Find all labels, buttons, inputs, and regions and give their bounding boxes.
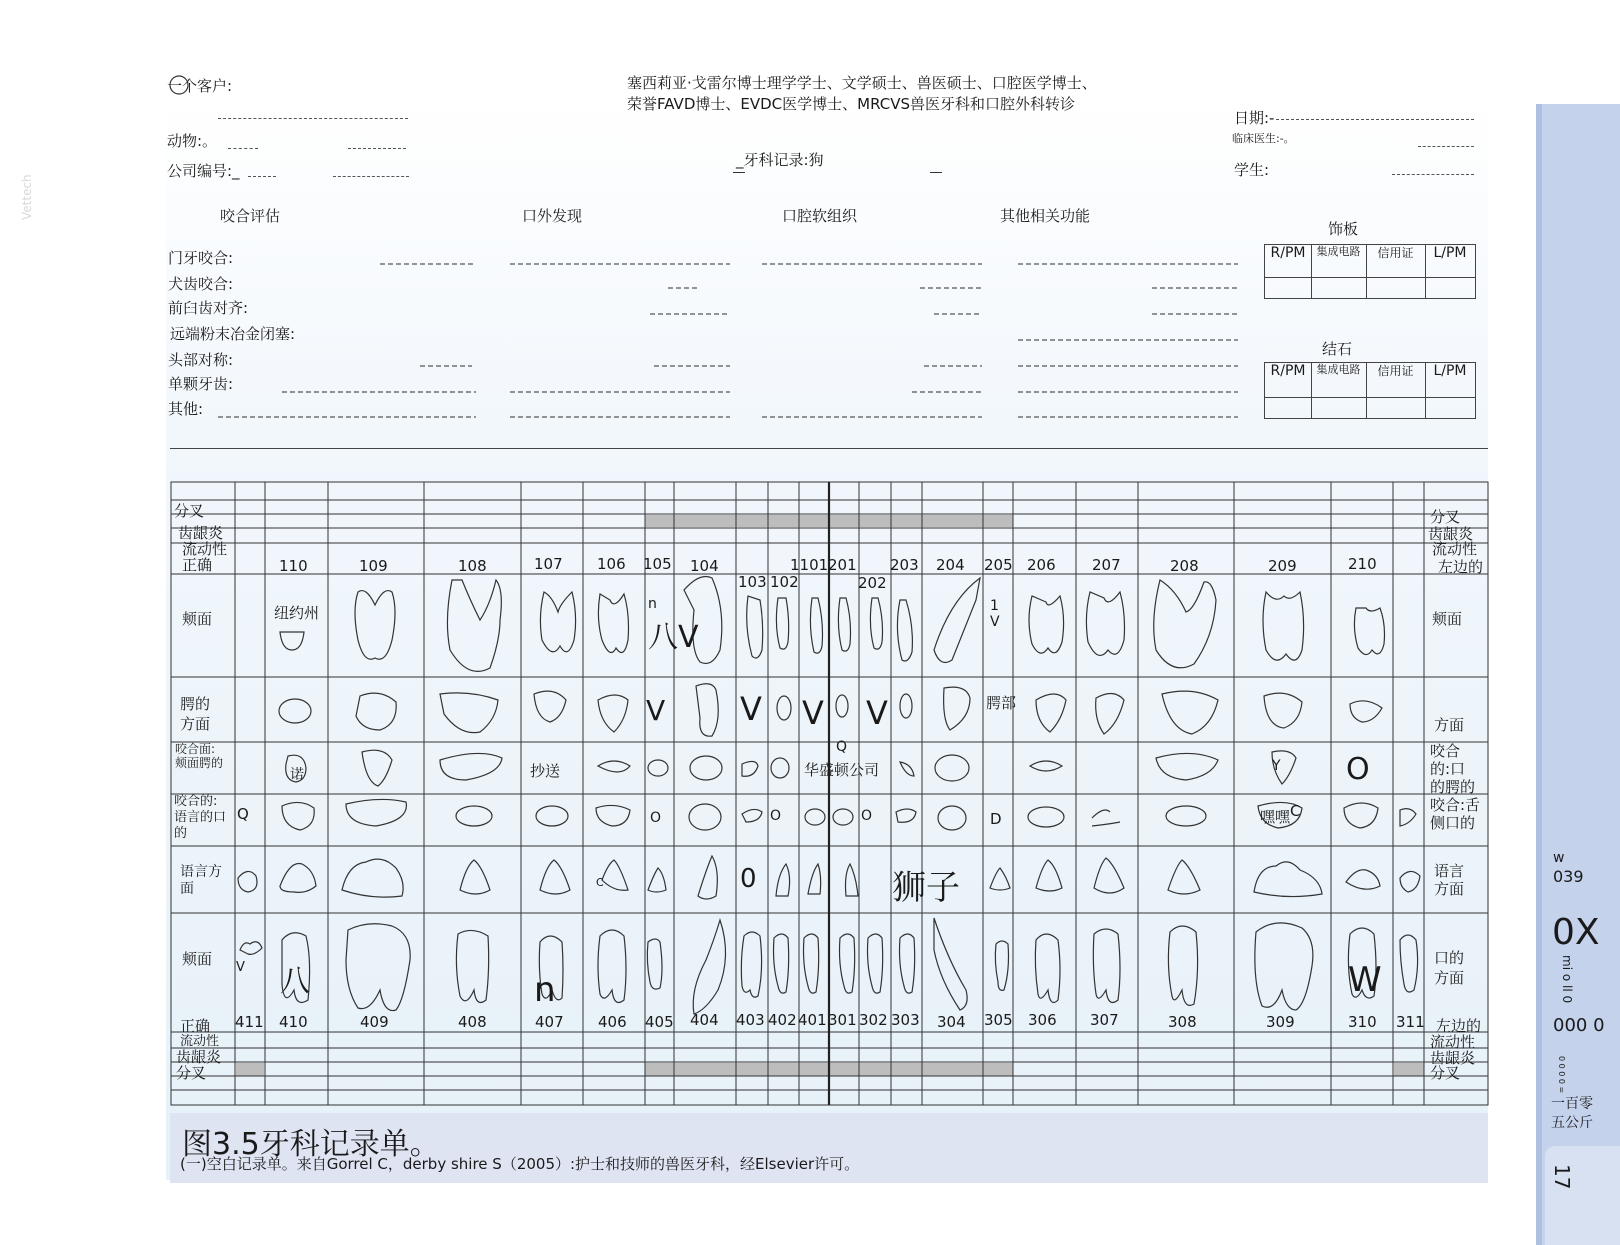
tooth-number[interactable]: 107	[534, 555, 563, 573]
tooth-number[interactable]: 302	[859, 1011, 888, 1029]
student-label: 学生:	[1234, 161, 1270, 179]
tooth-number[interactable]: 210	[1348, 555, 1377, 573]
tooth-number[interactable]: 105	[643, 555, 672, 573]
sidebar-w: w	[1553, 850, 1565, 866]
tooth-number[interactable]: 309	[1266, 1013, 1295, 1031]
lower-left-mobility-label: 流动性	[180, 1034, 220, 1049]
sidebar-number: 039	[1553, 867, 1584, 886]
calculus-col-lc: 信用证	[1377, 364, 1414, 378]
page-number: 17	[1550, 1164, 1574, 1190]
occlusion-row-premolar: 前臼齿对齐:	[168, 299, 249, 317]
tooth-number[interactable]: 201	[828, 556, 857, 574]
tooth-number[interactable]: 411	[235, 1013, 264, 1031]
overlay-o: O	[650, 810, 662, 826]
row-left-buccal-upper: 颊面	[182, 610, 213, 628]
tooth-number[interactable]: 310	[1348, 1013, 1377, 1031]
overlay-one: 1	[990, 598, 999, 614]
overlay-lion: 狮子	[892, 868, 960, 908]
tooth-number[interactable]: 206	[1027, 556, 1056, 574]
author-line-2: 荣誉FAVD博士、EVDC医学博士、MRCVS兽医牙科和口腔外科转诊	[627, 95, 1076, 113]
tooth-number[interactable]: 103	[738, 573, 767, 591]
lower-left-right-label: 正确	[180, 1017, 211, 1035]
tooth-number[interactable]: 410	[279, 1013, 308, 1031]
overlay-v: V	[802, 694, 824, 732]
tooth-number[interactable]: 305	[984, 1011, 1013, 1029]
tooth-number[interactable]: 402	[768, 1011, 797, 1029]
tooth-number[interactable]: 304	[937, 1013, 966, 1031]
tooth-number[interactable]: 303	[891, 1011, 920, 1029]
overlay-zero: 0	[740, 864, 757, 894]
occlusion-row-single-tooth: 单颗牙齿:	[168, 375, 234, 393]
tooth-number[interactable]: 405	[645, 1013, 674, 1031]
row-right-buccal-upper: 颊面	[1432, 610, 1463, 628]
occlusion-row-head: 头部对称:	[168, 351, 234, 369]
calculus-col-ic: 集成电路	[1316, 363, 1361, 376]
row-right-lingual: 语言方面	[1434, 862, 1465, 898]
tooth-number[interactable]: 204	[936, 556, 965, 574]
lower-left-furcation-label: 分叉	[176, 1064, 207, 1082]
company-label: 公司编号:_	[167, 162, 240, 180]
tooth-number[interactable]: 409	[360, 1013, 389, 1031]
caption-text: (一)空白记录单。来自Gorrel C，derby shire S（2005）:护士和技师的兽医牙科，经Elsevier许可。	[180, 1155, 860, 1173]
overlay-n-big: n	[534, 970, 556, 1010]
section-soft-tissue: 口腔软组织	[782, 207, 858, 225]
tooth-number[interactable]: 205	[984, 556, 1013, 574]
lower-right-furcation-label: 分叉	[1430, 1064, 1461, 1082]
section-occlusion: 咬合评估	[220, 207, 281, 225]
upper-right-gingivitis-label: 齿龈炎	[1428, 525, 1474, 543]
tooth-number[interactable]: 106	[597, 555, 626, 573]
sidebar-ox: 0X	[1552, 912, 1600, 953]
plaque-col-lpm: L/PM	[1433, 245, 1467, 261]
right-sidebar	[1536, 104, 1620, 1245]
tooth-number[interactable]: 108	[458, 557, 487, 575]
tooth-number[interactable]: 102	[770, 573, 799, 591]
overlay-v: V	[646, 694, 666, 727]
upper-left-right-label: 正确	[182, 556, 213, 574]
clinician-label: 临床医生:-。	[1232, 132, 1295, 145]
overlay-c-small: C	[596, 876, 604, 889]
overlay-d: D	[990, 810, 1002, 828]
overlay-c: C	[1290, 802, 1301, 820]
section-extraoral: 口外发现	[522, 207, 583, 225]
tooth-number[interactable]: 202	[858, 574, 887, 592]
row-left-palatal: 腭的方面	[180, 695, 211, 733]
tooth-number[interactable]: 109	[359, 557, 388, 575]
overlay-q-lower: Q	[237, 805, 249, 823]
lower-left-gingivitis-label: 齿龈炎	[176, 1048, 222, 1066]
row-right-occlusal-upper: 咬合的:口的腭的	[1430, 742, 1476, 796]
tooth-number[interactable]: 104	[690, 557, 719, 575]
tooth-number[interactable]: 406	[598, 1013, 627, 1031]
overlay-v-lower: V	[236, 960, 245, 975]
lower-right-gingivitis-label: 齿龈炎	[1430, 1049, 1476, 1067]
upper-right-furcation-label: 分叉	[1430, 508, 1461, 526]
occlusion-row-other: 其他:	[168, 400, 204, 418]
overlay-nuo: 诺	[290, 767, 304, 783]
plaque-col-lc: 信用证	[1377, 246, 1414, 260]
tooth-number[interactable]: 1101	[790, 556, 829, 574]
tooth-number[interactable]: 307	[1090, 1011, 1119, 1029]
row-right-occlusal-lower: 咬合:舌侧口的	[1430, 796, 1481, 832]
sidebar-zeros: 000 0	[1553, 1015, 1605, 1036]
row-left-occlusal-lower: 咬合的:语言的口的	[174, 794, 227, 841]
tooth-number[interactable]: 110	[279, 557, 308, 575]
overlay-v: V	[866, 694, 888, 732]
animal-label: 动物:。	[167, 132, 218, 150]
row-right-buccal-lower: 口的方面	[1434, 949, 1465, 987]
upper-right-mobility-label: 流动性	[1432, 540, 1478, 558]
overlay-n-small: n	[648, 596, 657, 612]
plaque-title: 饰板	[1328, 220, 1359, 238]
upper-left-gingivitis-label: 齿龈炎	[178, 524, 224, 542]
overlay-o: O	[770, 808, 782, 824]
tooth-number[interactable]: 301	[828, 1011, 857, 1029]
lower-right-mobility-label: 流动性	[1430, 1033, 1476, 1051]
tooth-number[interactable]: 208	[1170, 557, 1199, 575]
overlay-washington: 华盛顿公司	[804, 761, 880, 779]
figure-caption	[170, 1113, 1488, 1183]
overlay-v: V	[740, 690, 762, 728]
overlay-heihei: 嘿嘿	[1260, 808, 1291, 826]
overlay-o: O	[861, 808, 873, 824]
tooth-number[interactable]: 407	[535, 1013, 564, 1031]
author-line-1: 塞西莉亚·戈雷尔博士理学学士、文学硕士、兽医硕士、口腔医学博士、	[627, 74, 1097, 92]
tooth-number[interactable]: 403	[736, 1011, 765, 1029]
tooth-number[interactable]: 311	[1396, 1013, 1425, 1031]
overlay-palatal-part: 腭部	[986, 694, 1017, 712]
upper-left-furcation-label: 分叉	[174, 502, 205, 520]
occlusion-row-distal: 远端粉末冶金闭塞:	[170, 325, 296, 343]
sidebar-weight1: 一百零	[1551, 1096, 1593, 1112]
section-other: 其他相关功能	[1000, 207, 1091, 225]
calculus-title: 结石	[1322, 340, 1353, 358]
overlay-chaosong: 抄送	[530, 762, 561, 780]
overlay-ny: 纽约州	[274, 604, 320, 622]
occlusion-row-incisor: 门牙咬合:	[168, 249, 234, 267]
overlay-q: Q	[836, 739, 848, 755]
record-title: _牙科记录:狗	[736, 151, 824, 169]
plaque-col-rpm: R/PM	[1270, 245, 1306, 261]
overlay-ba-v: 八V	[648, 620, 699, 655]
upper-left-mobility-label: 流动性	[182, 540, 228, 558]
plaque-col-ic: 集成电路	[1316, 245, 1361, 258]
overlay-ba: 八	[280, 964, 310, 999]
page-tab[interactable]	[1545, 1146, 1620, 1245]
tooth-number[interactable]: 207	[1092, 556, 1121, 574]
tooth-number[interactable]: 209	[1268, 557, 1297, 575]
sidebar-weight2: 五公斤	[1551, 1115, 1593, 1131]
client-label: 一个客户:	[167, 77, 233, 95]
watermark: Vettech	[20, 174, 34, 220]
tooth-number[interactable]: 203	[890, 556, 919, 574]
overlay-y: Y	[1272, 758, 1281, 774]
overlay-o-big: O	[1346, 752, 1370, 787]
tooth-number[interactable]: 404	[690, 1011, 719, 1029]
overlay-v-small: V	[990, 614, 1000, 630]
calculus-col-rpm: R/PM	[1270, 363, 1306, 379]
occlusion-row-canine: 犬齿咬合:	[168, 275, 234, 293]
row-left-occlusal-upper: 咬合面:颊面腭的	[175, 742, 224, 770]
lower-right-left-label: 左边的	[1436, 1017, 1482, 1035]
sidebar-tiny: 0 0 0 0 =	[1557, 1056, 1566, 1094]
tooth-number[interactable]: 401	[798, 1011, 827, 1029]
tooth-number[interactable]: 308	[1168, 1013, 1197, 1031]
calculus-col-lpm: L/PM	[1433, 363, 1467, 379]
overlay-w: W	[1348, 960, 1382, 1000]
row-left-buccal-lower: 颊面	[182, 950, 213, 968]
caption-title: 图3.5牙科记录单。	[182, 1127, 440, 1162]
row-right-palatal: 方面	[1434, 716, 1465, 734]
sidebar-vertical: mi o ll 0	[1560, 955, 1574, 1004]
date-label: 日期:-	[1234, 109, 1275, 127]
tooth-number[interactable]: 408	[458, 1013, 487, 1031]
row-left-lingual: 语言方面	[180, 864, 222, 897]
tooth-number[interactable]: 306	[1028, 1011, 1057, 1029]
upper-right-left-label: 左边的	[1438, 558, 1484, 576]
